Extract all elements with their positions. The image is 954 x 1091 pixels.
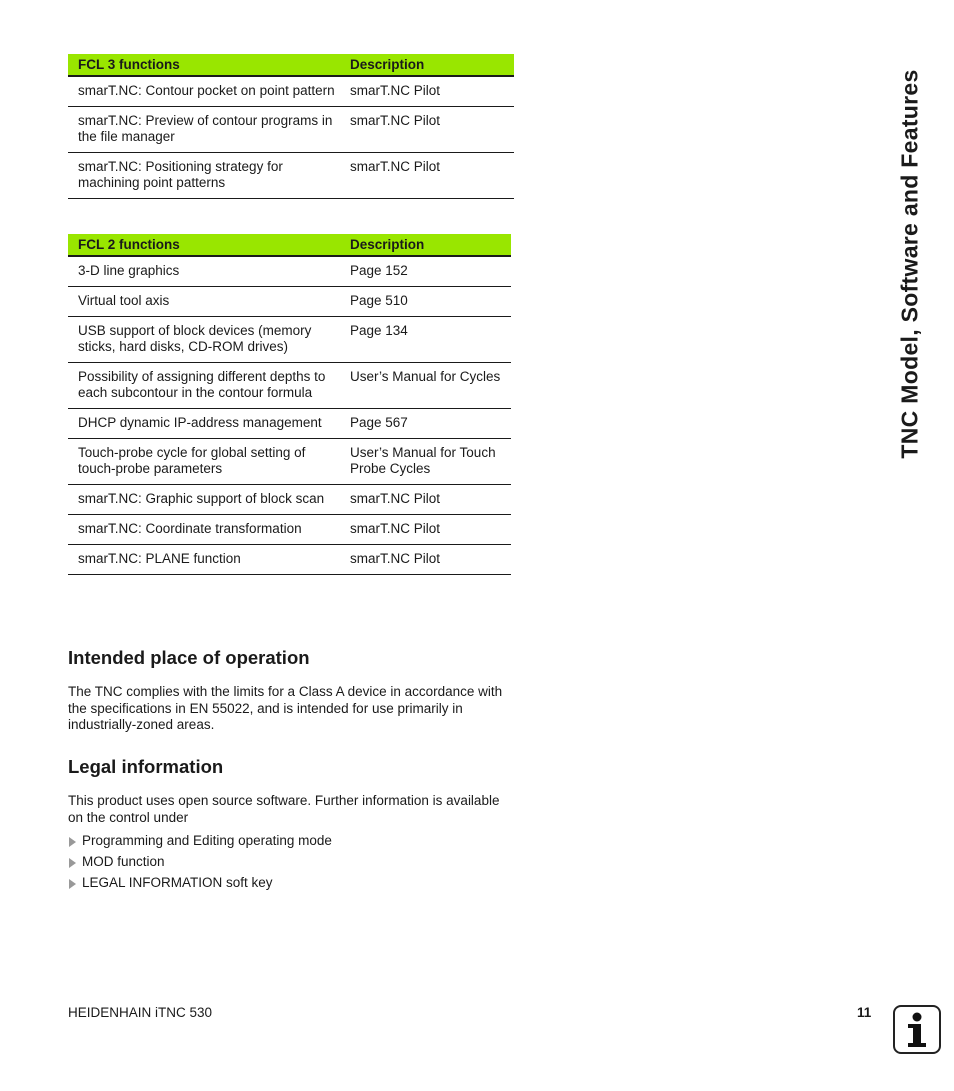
- table-row: [68, 409, 511, 439]
- table-cell: 3-D line graphics: [68, 256, 340, 287]
- table-cell: Page 134: [340, 317, 511, 363]
- table-cell: smarT.NC: PLANE function: [68, 545, 340, 575]
- page-number: 11: [857, 1005, 872, 1020]
- info-icon: [893, 1005, 941, 1054]
- table-cell: smarT.NC Pilot: [340, 485, 511, 515]
- table-cell: USB support of block devices (memory sticks, hard disks, CD-ROM drives): [68, 317, 340, 363]
- table-cell: smarT.NC Pilot: [340, 515, 511, 545]
- bullet-triangle-icon: [69, 858, 76, 868]
- table-row: [68, 256, 511, 287]
- table-cell: Page 567: [340, 409, 511, 439]
- list-item: [68, 854, 332, 875]
- table-row: [68, 515, 511, 545]
- column-header: FCL 3 functions: [68, 54, 340, 76]
- table-row: [68, 363, 511, 409]
- footer-product-name: HEIDENHAIN iTNC 530: [68, 1005, 213, 1020]
- table-row: [68, 485, 511, 515]
- column-header: Description: [340, 54, 514, 76]
- operation-paragraph: The TNC complies with the limits for a Class A device in accordance with the specifications in EN 55022, and is intended for use primarily in industrially-zoned areas.: [68, 684, 503, 732]
- list-item-text: MOD function: [82, 854, 165, 869]
- table-cell: smarT.NC Pilot: [340, 545, 511, 575]
- table-row: [68, 287, 511, 317]
- table-cell: Possibility of assigning different depths to each subcontour in the contour formula: [68, 363, 340, 409]
- table-row: [68, 439, 511, 485]
- list-item: [68, 833, 332, 854]
- legal-bullet-list: [68, 833, 332, 896]
- section-heading-legal: Legal information: [68, 756, 224, 777]
- bullet-triangle-icon: [69, 837, 76, 847]
- table-row: [68, 317, 511, 363]
- table-header-row: [68, 54, 514, 76]
- table-cell: Virtual tool axis: [68, 287, 340, 317]
- table-cell: smarT.NC Pilot: [340, 107, 514, 153]
- table-cell: User’s Manual for Cycles: [340, 363, 511, 409]
- table-row: [68, 107, 514, 153]
- table-cell: smarT.NC: Contour pocket on point pattern: [68, 76, 340, 107]
- fcl2-table: [68, 234, 511, 575]
- legal-paragraph: This product uses open source software. Further information is available on the control under: [68, 793, 500, 825]
- table-cell: DHCP dynamic IP-address management: [68, 409, 340, 439]
- table-cell: smarT.NC Pilot: [340, 76, 514, 107]
- table-header-row: [68, 234, 511, 256]
- table-cell: smarT.NC: Coordinate transformation: [68, 515, 340, 545]
- section-heading-operation: Intended place of operation: [68, 647, 310, 668]
- table-cell: smarT.NC: Preview of contour programs in the file manager: [68, 107, 340, 153]
- table-cell: smarT.NC: Positioning strategy for machining point patterns: [68, 153, 340, 199]
- table-cell: Page 152: [340, 256, 511, 287]
- table-row: [68, 545, 511, 575]
- list-item-text: LEGAL INFORMATION soft key: [82, 875, 273, 890]
- list-item: [68, 875, 332, 896]
- table-cell: Touch-probe cycle for global setting of touch-probe parameters: [68, 439, 340, 485]
- table-row: [68, 76, 514, 107]
- table-cell: smarT.NC Pilot: [340, 153, 514, 199]
- column-header: Description: [340, 234, 511, 256]
- fcl3-table: [68, 54, 514, 199]
- table-cell: User’s Manual for Touch Probe Cycles: [340, 439, 511, 485]
- table-cell: smarT.NC: Graphic support of block scan: [68, 485, 340, 515]
- side-title: TNC Model, Software and Features: [896, 69, 923, 459]
- list-item-text: Programming and Editing operating mode: [82, 833, 332, 848]
- column-header: FCL 2 functions: [68, 234, 340, 256]
- table-cell: Page 510: [340, 287, 511, 317]
- bullet-triangle-icon: [69, 879, 76, 889]
- table-row: [68, 153, 514, 199]
